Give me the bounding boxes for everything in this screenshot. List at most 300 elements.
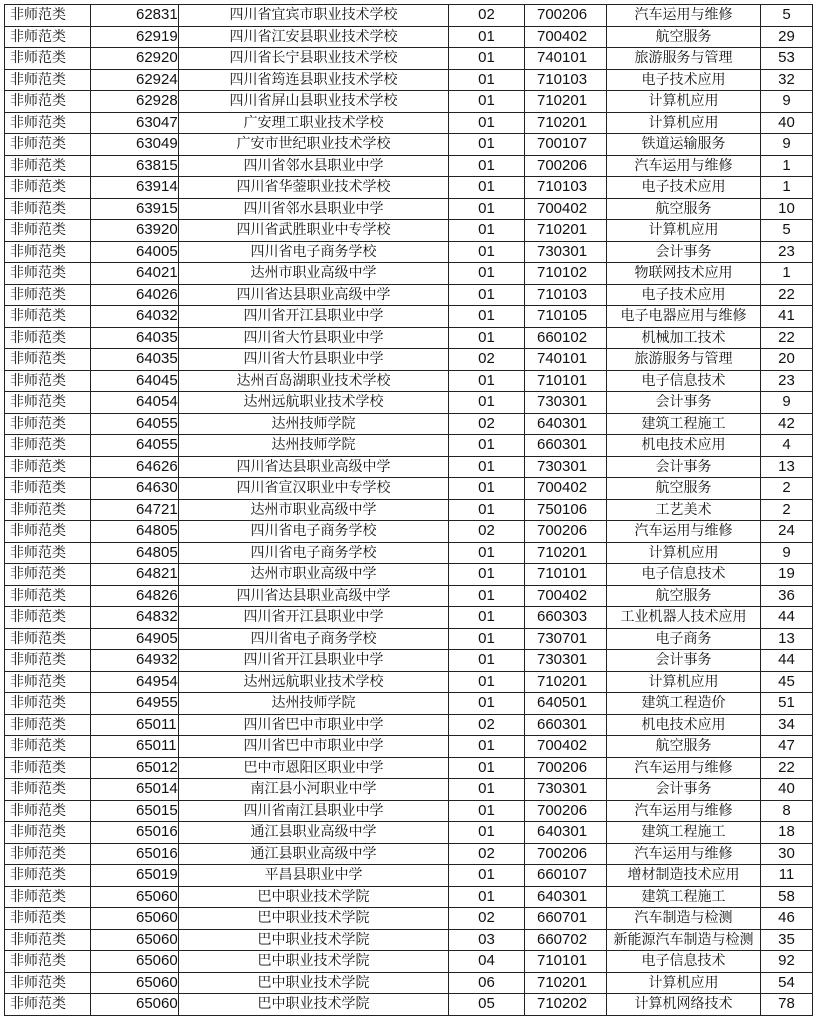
cell-category: 非师范类 xyxy=(5,564,91,586)
cell-major-name: 汽车运用与维修 xyxy=(607,521,761,543)
cell-school-name: 达州技师学院 xyxy=(179,435,449,457)
cell-major-code: 710201 xyxy=(525,112,607,134)
cell-plan-count: 13 xyxy=(761,628,813,650)
cell-plan-count: 10 xyxy=(761,198,813,220)
cell-major-name: 电子技术应用 xyxy=(607,69,761,91)
cell-category: 非师范类 xyxy=(5,435,91,457)
cell-school-code: 65060 xyxy=(91,908,179,930)
cell-school-code: 65011 xyxy=(91,736,179,758)
cell-category: 非师范类 xyxy=(5,822,91,844)
cell-school-code: 64626 xyxy=(91,456,179,478)
cell-plan-count: 51 xyxy=(761,693,813,715)
table-row xyxy=(5,241,813,263)
cell-major-code: 730301 xyxy=(525,779,607,801)
cell-group-code: 02 xyxy=(449,843,525,865)
table-row xyxy=(5,951,813,973)
cell-group-code: 01 xyxy=(449,671,525,693)
table-row xyxy=(5,349,813,371)
cell-school-name: 达州远航职业技术学校 xyxy=(179,392,449,414)
cell-school-name: 南江县小河职业中学 xyxy=(179,779,449,801)
cell-group-code: 01 xyxy=(449,607,525,629)
cell-plan-count: 9 xyxy=(761,392,813,414)
cell-major-name: 汽车运用与维修 xyxy=(607,155,761,177)
cell-major-code: 730301 xyxy=(525,650,607,672)
cell-plan-count: 54 xyxy=(761,972,813,994)
table-row xyxy=(5,650,813,672)
cell-school-name: 巴中职业技术学院 xyxy=(179,972,449,994)
cell-school-code: 65014 xyxy=(91,779,179,801)
table-row xyxy=(5,220,813,242)
table-row xyxy=(5,843,813,865)
cell-major-name: 汽车运用与维修 xyxy=(607,757,761,779)
cell-plan-count: 23 xyxy=(761,370,813,392)
cell-plan-count: 8 xyxy=(761,800,813,822)
cell-major-name: 建筑工程造价 xyxy=(607,693,761,715)
cell-group-code: 01 xyxy=(449,370,525,392)
cell-major-name: 计算机应用 xyxy=(607,542,761,564)
cell-school-name: 巴中职业技术学院 xyxy=(179,994,449,1016)
cell-school-code: 62920 xyxy=(91,48,179,70)
table-row xyxy=(5,693,813,715)
cell-major-code: 710101 xyxy=(525,370,607,392)
table-row xyxy=(5,800,813,822)
cell-category: 非师范类 xyxy=(5,413,91,435)
cell-group-code: 01 xyxy=(449,650,525,672)
cell-school-name: 四川省电子商务学校 xyxy=(179,628,449,650)
cell-category: 非师范类 xyxy=(5,198,91,220)
cell-plan-count: 78 xyxy=(761,994,813,1016)
cell-major-code: 700206 xyxy=(525,843,607,865)
table-row xyxy=(5,521,813,543)
cell-school-code: 65015 xyxy=(91,800,179,822)
cell-group-code: 01 xyxy=(449,198,525,220)
cell-major-code: 710201 xyxy=(525,542,607,564)
cell-category: 非师范类 xyxy=(5,112,91,134)
cell-major-name: 电子信息技术 xyxy=(607,951,761,973)
cell-school-code: 64954 xyxy=(91,671,179,693)
cell-school-name: 巴中职业技术学院 xyxy=(179,951,449,973)
cell-major-name: 工业机器人技术应用 xyxy=(607,607,761,629)
cell-category: 非师范类 xyxy=(5,865,91,887)
cell-school-name: 四川省长宁县职业技术学校 xyxy=(179,48,449,70)
cell-group-code: 02 xyxy=(449,413,525,435)
table-row xyxy=(5,671,813,693)
table-row xyxy=(5,26,813,48)
cell-group-code: 01 xyxy=(449,392,525,414)
cell-school-code: 63815 xyxy=(91,155,179,177)
cell-major-code: 710201 xyxy=(525,91,607,113)
cell-school-name: 巴中职业技术学院 xyxy=(179,929,449,951)
table-row xyxy=(5,865,813,887)
cell-school-name: 通江县职业高级中学 xyxy=(179,822,449,844)
cell-major-code: 710103 xyxy=(525,284,607,306)
cell-plan-count: 34 xyxy=(761,714,813,736)
cell-major-name: 机电技术应用 xyxy=(607,435,761,457)
cell-school-name: 四川省武胜职业中专学校 xyxy=(179,220,449,242)
cell-major-name: 计算机网络技术 xyxy=(607,994,761,1016)
table-row xyxy=(5,499,813,521)
cell-major-name: 汽车运用与维修 xyxy=(607,800,761,822)
cell-school-name: 通江县职业高级中学 xyxy=(179,843,449,865)
cell-school-name: 四川省电子商务学校 xyxy=(179,521,449,543)
cell-group-code: 01 xyxy=(449,112,525,134)
cell-category: 非师范类 xyxy=(5,994,91,1016)
cell-plan-count: 44 xyxy=(761,650,813,672)
cell-major-name: 汽车运用与维修 xyxy=(607,843,761,865)
cell-category: 非师范类 xyxy=(5,650,91,672)
cell-plan-count: 5 xyxy=(761,220,813,242)
cell-plan-count: 44 xyxy=(761,607,813,629)
cell-major-code: 700402 xyxy=(525,198,607,220)
cell-group-code: 01 xyxy=(449,327,525,349)
cell-major-name: 机电技术应用 xyxy=(607,714,761,736)
cell-major-name: 航空服务 xyxy=(607,478,761,500)
cell-school-name: 达州技师学院 xyxy=(179,693,449,715)
cell-major-code: 750106 xyxy=(525,499,607,521)
cell-major-name: 航空服务 xyxy=(607,585,761,607)
cell-school-code: 64630 xyxy=(91,478,179,500)
cell-school-name: 四川省开江县职业中学 xyxy=(179,607,449,629)
cell-major-name: 会计事务 xyxy=(607,241,761,263)
cell-school-code: 65016 xyxy=(91,822,179,844)
table-row xyxy=(5,478,813,500)
cell-plan-count: 47 xyxy=(761,736,813,758)
cell-plan-count: 24 xyxy=(761,521,813,543)
table-row xyxy=(5,564,813,586)
cell-school-code: 64055 xyxy=(91,413,179,435)
cell-group-code: 01 xyxy=(449,478,525,500)
cell-category: 非师范类 xyxy=(5,48,91,70)
cell-major-name: 工艺美术 xyxy=(607,499,761,521)
cell-category: 非师范类 xyxy=(5,370,91,392)
cell-school-name: 四川省筠连县职业技术学校 xyxy=(179,69,449,91)
cell-school-name: 四川省电子商务学校 xyxy=(179,241,449,263)
cell-school-code: 64821 xyxy=(91,564,179,586)
cell-category: 非师范类 xyxy=(5,91,91,113)
cell-major-code: 710103 xyxy=(525,69,607,91)
cell-category: 非师范类 xyxy=(5,284,91,306)
cell-major-name: 新能源汽车制造与检测 xyxy=(607,929,761,951)
cell-plan-count: 41 xyxy=(761,306,813,328)
cell-group-code: 01 xyxy=(449,628,525,650)
cell-school-name: 广安理工职业技术学校 xyxy=(179,112,449,134)
admission-plan-table xyxy=(4,4,813,1016)
cell-major-code: 660701 xyxy=(525,908,607,930)
cell-major-code: 710201 xyxy=(525,972,607,994)
cell-plan-count: 20 xyxy=(761,349,813,371)
cell-major-code: 700402 xyxy=(525,585,607,607)
cell-school-name: 达州市职业高级中学 xyxy=(179,564,449,586)
table-row xyxy=(5,435,813,457)
cell-plan-count: 9 xyxy=(761,91,813,113)
cell-major-code: 660107 xyxy=(525,865,607,887)
cell-school-name: 达州远航职业技术学校 xyxy=(179,671,449,693)
cell-category: 非师范类 xyxy=(5,843,91,865)
cell-category: 非师范类 xyxy=(5,607,91,629)
cell-category: 非师范类 xyxy=(5,693,91,715)
cell-category: 非师范类 xyxy=(5,585,91,607)
cell-category: 非师范类 xyxy=(5,779,91,801)
cell-school-code: 62831 xyxy=(91,5,179,27)
cell-plan-count: 19 xyxy=(761,564,813,586)
cell-school-name: 巴中职业技术学院 xyxy=(179,908,449,930)
table-row xyxy=(5,714,813,736)
cell-major-code: 700206 xyxy=(525,757,607,779)
table-row xyxy=(5,198,813,220)
cell-major-code: 710202 xyxy=(525,994,607,1016)
cell-plan-count: 9 xyxy=(761,134,813,156)
cell-group-code: 06 xyxy=(449,972,525,994)
cell-major-code: 700206 xyxy=(525,521,607,543)
cell-plan-count: 40 xyxy=(761,779,813,801)
cell-major-code: 730301 xyxy=(525,241,607,263)
cell-school-name: 四川省华蓥职业技术学校 xyxy=(179,177,449,199)
cell-group-code: 01 xyxy=(449,284,525,306)
cell-school-code: 64905 xyxy=(91,628,179,650)
cell-school-code: 64054 xyxy=(91,392,179,414)
cell-plan-count: 4 xyxy=(761,435,813,457)
cell-school-name: 四川省大竹县职业中学 xyxy=(179,349,449,371)
cell-group-code: 02 xyxy=(449,908,525,930)
table-row xyxy=(5,91,813,113)
cell-major-name: 航空服务 xyxy=(607,736,761,758)
table-row xyxy=(5,263,813,285)
table-row xyxy=(5,327,813,349)
cell-school-code: 64032 xyxy=(91,306,179,328)
cell-major-code: 640301 xyxy=(525,886,607,908)
cell-school-code: 64035 xyxy=(91,349,179,371)
cell-group-code: 01 xyxy=(449,779,525,801)
cell-group-code: 01 xyxy=(449,585,525,607)
cell-category: 非师范类 xyxy=(5,69,91,91)
cell-group-code: 03 xyxy=(449,929,525,951)
cell-category: 非师范类 xyxy=(5,177,91,199)
cell-school-code: 64932 xyxy=(91,650,179,672)
cell-plan-count: 58 xyxy=(761,886,813,908)
table-row xyxy=(5,456,813,478)
cell-plan-count: 92 xyxy=(761,951,813,973)
table-row xyxy=(5,908,813,930)
cell-major-code: 710105 xyxy=(525,306,607,328)
cell-school-code: 64026 xyxy=(91,284,179,306)
cell-group-code: 01 xyxy=(449,26,525,48)
cell-group-code: 01 xyxy=(449,134,525,156)
cell-category: 非师范类 xyxy=(5,908,91,930)
cell-category: 非师范类 xyxy=(5,306,91,328)
cell-category: 非师范类 xyxy=(5,134,91,156)
cell-group-code: 01 xyxy=(449,306,525,328)
table-row xyxy=(5,757,813,779)
cell-major-code: 730301 xyxy=(525,392,607,414)
cell-plan-count: 22 xyxy=(761,757,813,779)
cell-major-name: 汽车制造与检测 xyxy=(607,908,761,930)
cell-category: 非师范类 xyxy=(5,800,91,822)
cell-major-name: 建筑工程施工 xyxy=(607,413,761,435)
cell-school-code: 65060 xyxy=(91,951,179,973)
cell-school-name: 四川省邻水县职业中学 xyxy=(179,198,449,220)
cell-group-code: 02 xyxy=(449,349,525,371)
cell-major-name: 汽车运用与维修 xyxy=(607,5,761,27)
cell-plan-count: 40 xyxy=(761,112,813,134)
cell-major-code: 660301 xyxy=(525,714,607,736)
cell-group-code: 02 xyxy=(449,5,525,27)
table-row xyxy=(5,370,813,392)
cell-major-name: 电子信息技术 xyxy=(607,370,761,392)
cell-school-name: 四川省江安县职业技术学校 xyxy=(179,26,449,48)
cell-major-name: 旅游服务与管理 xyxy=(607,48,761,70)
cell-school-code: 65016 xyxy=(91,843,179,865)
table-row xyxy=(5,542,813,564)
cell-major-name: 旅游服务与管理 xyxy=(607,349,761,371)
cell-category: 非师范类 xyxy=(5,757,91,779)
cell-school-code: 64955 xyxy=(91,693,179,715)
cell-group-code: 01 xyxy=(449,542,525,564)
cell-major-name: 航空服务 xyxy=(607,198,761,220)
cell-major-code: 660301 xyxy=(525,435,607,457)
cell-group-code: 01 xyxy=(449,499,525,521)
cell-group-code: 01 xyxy=(449,263,525,285)
cell-major-name: 电子信息技术 xyxy=(607,564,761,586)
cell-school-name: 四川省大竹县职业中学 xyxy=(179,327,449,349)
cell-school-code: 64021 xyxy=(91,263,179,285)
table-row xyxy=(5,134,813,156)
table-row xyxy=(5,628,813,650)
cell-category: 非师范类 xyxy=(5,714,91,736)
cell-major-name: 会计事务 xyxy=(607,779,761,801)
cell-group-code: 02 xyxy=(449,714,525,736)
table-row xyxy=(5,306,813,328)
cell-major-code: 700402 xyxy=(525,478,607,500)
table-row xyxy=(5,822,813,844)
cell-school-name: 四川省宜宾市职业技术学校 xyxy=(179,5,449,27)
cell-category: 非师范类 xyxy=(5,263,91,285)
cell-plan-count: 29 xyxy=(761,26,813,48)
cell-group-code: 01 xyxy=(449,69,525,91)
cell-school-name: 巴中职业技术学院 xyxy=(179,886,449,908)
cell-school-name: 四川省达县职业高级中学 xyxy=(179,585,449,607)
cell-school-name: 巴中市恩阳区职业中学 xyxy=(179,757,449,779)
cell-group-code: 01 xyxy=(449,757,525,779)
cell-school-name: 四川省巴中市职业中学 xyxy=(179,714,449,736)
cell-plan-count: 42 xyxy=(761,413,813,435)
cell-school-code: 64721 xyxy=(91,499,179,521)
cell-school-code: 64832 xyxy=(91,607,179,629)
cell-major-name: 物联网技术应用 xyxy=(607,263,761,285)
cell-major-code: 640301 xyxy=(525,413,607,435)
cell-school-code: 64005 xyxy=(91,241,179,263)
cell-plan-count: 32 xyxy=(761,69,813,91)
cell-group-code: 01 xyxy=(449,886,525,908)
table-row xyxy=(5,736,813,758)
cell-school-code: 63914 xyxy=(91,177,179,199)
cell-major-name: 电子商务 xyxy=(607,628,761,650)
cell-school-name: 广安市世纪职业技术学校 xyxy=(179,134,449,156)
cell-plan-count: 2 xyxy=(761,499,813,521)
table-row xyxy=(5,585,813,607)
cell-plan-count: 46 xyxy=(761,908,813,930)
cell-major-name: 计算机应用 xyxy=(607,220,761,242)
cell-plan-count: 23 xyxy=(761,241,813,263)
cell-school-code: 64045 xyxy=(91,370,179,392)
cell-category: 非师范类 xyxy=(5,951,91,973)
cell-school-name: 四川省开江县职业中学 xyxy=(179,306,449,328)
cell-plan-count: 1 xyxy=(761,155,813,177)
cell-major-name: 计算机应用 xyxy=(607,112,761,134)
cell-school-code: 64035 xyxy=(91,327,179,349)
cell-school-name: 四川省达县职业高级中学 xyxy=(179,456,449,478)
cell-major-name: 会计事务 xyxy=(607,456,761,478)
cell-plan-count: 5 xyxy=(761,5,813,27)
cell-category: 非师范类 xyxy=(5,736,91,758)
cell-major-name: 计算机应用 xyxy=(607,91,761,113)
table-row xyxy=(5,284,813,306)
cell-major-code: 730701 xyxy=(525,628,607,650)
cell-plan-count: 1 xyxy=(761,177,813,199)
cell-school-name: 四川省屏山县职业技术学校 xyxy=(179,91,449,113)
cell-major-code: 700107 xyxy=(525,134,607,156)
cell-school-code: 65060 xyxy=(91,994,179,1016)
cell-school-name: 达州百岛湖职业技术学校 xyxy=(179,370,449,392)
cell-major-code: 700402 xyxy=(525,26,607,48)
cell-school-name: 四川省开江县职业中学 xyxy=(179,650,449,672)
cell-category: 非师范类 xyxy=(5,392,91,414)
cell-school-code: 63049 xyxy=(91,134,179,156)
cell-group-code: 01 xyxy=(449,177,525,199)
cell-category: 非师范类 xyxy=(5,929,91,951)
table-row xyxy=(5,994,813,1016)
cell-category: 非师范类 xyxy=(5,671,91,693)
cell-group-code: 01 xyxy=(449,220,525,242)
cell-category: 非师范类 xyxy=(5,628,91,650)
cell-plan-count: 53 xyxy=(761,48,813,70)
table-row xyxy=(5,413,813,435)
cell-plan-count: 1 xyxy=(761,263,813,285)
cell-category: 非师范类 xyxy=(5,26,91,48)
cell-group-code: 01 xyxy=(449,800,525,822)
cell-major-name: 电子技术应用 xyxy=(607,284,761,306)
cell-school-name: 四川省巴中市职业中学 xyxy=(179,736,449,758)
cell-school-code: 63047 xyxy=(91,112,179,134)
cell-school-code: 65012 xyxy=(91,757,179,779)
cell-major-code: 640501 xyxy=(525,693,607,715)
table-row xyxy=(5,48,813,70)
cell-major-name: 电子技术应用 xyxy=(607,177,761,199)
cell-category: 非师范类 xyxy=(5,542,91,564)
table-row xyxy=(5,177,813,199)
cell-major-name: 建筑工程施工 xyxy=(607,822,761,844)
cell-plan-count: 36 xyxy=(761,585,813,607)
cell-major-code: 740101 xyxy=(525,48,607,70)
table-row xyxy=(5,779,813,801)
cell-major-code: 640301 xyxy=(525,822,607,844)
cell-group-code: 01 xyxy=(449,456,525,478)
cell-group-code: 01 xyxy=(449,865,525,887)
cell-major-name: 会计事务 xyxy=(607,650,761,672)
table-row xyxy=(5,69,813,91)
cell-major-code: 660303 xyxy=(525,607,607,629)
cell-school-code: 63920 xyxy=(91,220,179,242)
cell-major-name: 增材制造技术应用 xyxy=(607,865,761,887)
cell-major-name: 计算机应用 xyxy=(607,972,761,994)
cell-school-name: 达州市职业高级中学 xyxy=(179,263,449,285)
cell-major-code: 740101 xyxy=(525,349,607,371)
cell-major-name: 电子电器应用与维修 xyxy=(607,306,761,328)
cell-school-code: 63915 xyxy=(91,198,179,220)
cell-major-code: 710103 xyxy=(525,177,607,199)
table-row xyxy=(5,972,813,994)
cell-major-code: 710201 xyxy=(525,220,607,242)
table-row xyxy=(5,155,813,177)
